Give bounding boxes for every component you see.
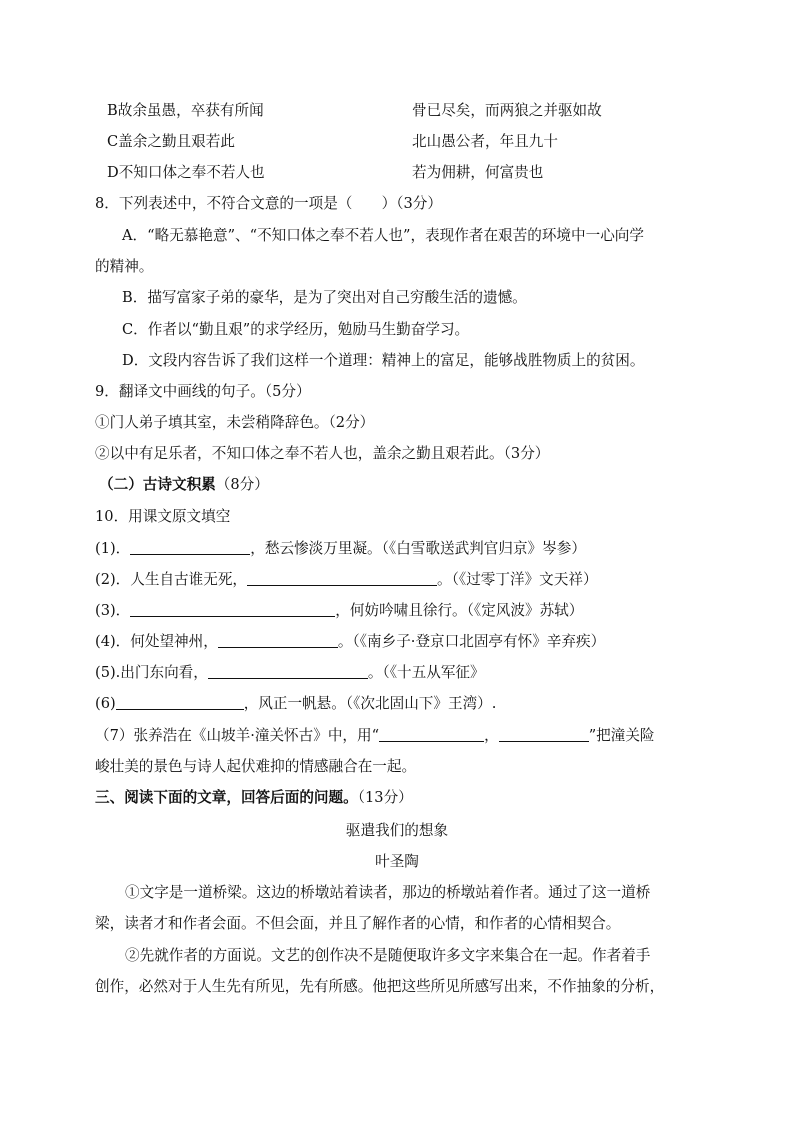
q7-option-c bbox=[107, 132, 558, 152]
q8-option-d: D．文段内容告诉了我们这样一个道理：精神上的富足，能够战胜物质上的贫困。 bbox=[122, 352, 645, 369]
answer-blank-6[interactable] bbox=[116, 693, 244, 710]
article-paragraph-1-line2: 梁，读者才和作者会面。不但会面，并且了解作者的心情，和作者的心情相契合。 bbox=[95, 915, 621, 932]
q7-option-b-left: B故余虽愚，卒获有所闻 bbox=[107, 102, 264, 119]
section-2-score: （8分） bbox=[215, 476, 269, 493]
answer-blank-2[interactable] bbox=[247, 569, 437, 586]
q10-item-6-label: (6) bbox=[95, 695, 116, 712]
q8-option-c: C．作者以“勤且艰”的求学经历，勉励马生勤奋学习。 bbox=[122, 321, 470, 338]
q9-sentence-1: ①门人弟子填其室，未尝稍降辞色。（2分） bbox=[95, 414, 375, 431]
q9-stem: 9．翻译文中画线的句子。（5分） bbox=[95, 383, 311, 400]
answer-blank-7a[interactable] bbox=[379, 725, 484, 742]
article-paragraph-2-line1: ②先就作者的方面说。文艺的创作决不是随便取许多文字来集合在一起。作者着手 bbox=[125, 947, 651, 964]
article-paragraph-1-line1: ①文字是一道桥梁。这边的桥墩站着读者，那边的桥墩站着作者。通过了这一道桥 bbox=[125, 884, 651, 901]
section-3-score: （13分） bbox=[357, 789, 413, 806]
answer-blank-3[interactable] bbox=[130, 600, 335, 617]
q10-item-2-source: 。（《过零丁洋》文天祥） bbox=[437, 571, 598, 588]
q8-option-a-line1: A．“略无慕艳意”、“不知口体之奉不若人也”，表现作者在艰苦的环境中一心向学 bbox=[122, 227, 644, 244]
q8-option-a-line2: 的精神。 bbox=[95, 258, 154, 275]
q10-item-1 bbox=[95, 538, 586, 559]
answer-blank-5[interactable] bbox=[208, 662, 368, 679]
q10-item-5-source: 。（《十五从军征》 bbox=[367, 664, 485, 681]
q8-stem: 8．下列表述中，不符合文意的一项是（ ）（3分） bbox=[95, 195, 442, 212]
q8-option-b: B．描写富家子弟的豪华，是为了突出对自己穷酸生活的遗憾。 bbox=[122, 289, 527, 306]
q10-item-1-text: ，愁云惨淡万里凝。（《白雪歌送武判官归京》岑参） bbox=[250, 540, 586, 557]
q10-item-2 bbox=[95, 569, 598, 590]
q10-item-3 bbox=[95, 600, 583, 621]
section-2-heading bbox=[99, 475, 269, 495]
q10-item-5-text: (5).出门东向看， bbox=[95, 664, 208, 681]
q7-option-c-right: 北山愚公者，年且九十 bbox=[412, 133, 558, 150]
q10-item-7-text: （7）张养浩在《山坡羊·潼关怀古》中，用“ bbox=[95, 727, 380, 744]
q10-item-7-line2: 峻壮美的景色与诗人起伏难抑的情感融合在一起。 bbox=[95, 758, 417, 775]
article-author: 叶圣陶 bbox=[375, 853, 419, 870]
answer-blank-7b[interactable] bbox=[499, 725, 589, 742]
q10-item-1-label: (1)． bbox=[95, 540, 131, 557]
q7-option-d-left: D不知口体之奉不若人也 bbox=[107, 164, 265, 181]
q10-item-4 bbox=[95, 631, 605, 652]
answer-blank-1[interactable] bbox=[130, 538, 250, 555]
q10-item-3-text: ，何妨吟啸且徐行。（《定风波》苏轼） bbox=[335, 602, 584, 619]
article-title: 驱遣我们的想象 bbox=[345, 822, 449, 839]
q10-item-2-text: (2)．人生自古谁无死， bbox=[95, 571, 248, 588]
answer-blank-4[interactable] bbox=[218, 631, 338, 648]
q7-option-b bbox=[107, 101, 602, 121]
section-2-title: （二）古诗文积累 bbox=[99, 476, 216, 493]
section-3-title: 三、阅读下面的文章，回答后面的问题。 bbox=[95, 789, 358, 806]
q10-item-7-tail: ”把潼关险 bbox=[588, 727, 655, 744]
q10-stem: 10．用课文原文填空 bbox=[95, 508, 231, 525]
q7-option-c-left: C盖余之勤且艰若此 bbox=[107, 133, 235, 150]
q10-item-7-comma: ， bbox=[484, 727, 499, 744]
q10-item-6 bbox=[95, 693, 496, 714]
q10-item-4-source: 。（《南乡子·登京口北固亭有怀》辛弃疾） bbox=[337, 633, 606, 650]
q7-option-b-right: 骨已尽矣，而两狼之并驱如故 bbox=[412, 102, 602, 119]
q10-item-4-text: (4)．何处望神州， bbox=[95, 633, 218, 650]
q10-item-6-text: ，风正一帆悬。（《次北固山下》王湾）. bbox=[243, 695, 497, 712]
section-3-heading bbox=[95, 788, 413, 808]
article-paragraph-2-line2: 创作，必然对于人生先有所见，先有所感。他把这些所见所感写出来，不作抽象的分析， bbox=[95, 978, 665, 995]
q10-item-3-label: (3)． bbox=[95, 602, 131, 619]
q7-option-d-right: 若为佣耕，何富贵也 bbox=[412, 164, 544, 181]
q10-item-5 bbox=[95, 662, 485, 683]
q10-item-7 bbox=[95, 725, 655, 746]
q7-option-d bbox=[107, 163, 544, 183]
q9-sentence-2: ②以中有足乐者，不知口体之奉不若人也，盖余之勤且艰若此。（3分） bbox=[95, 445, 550, 462]
